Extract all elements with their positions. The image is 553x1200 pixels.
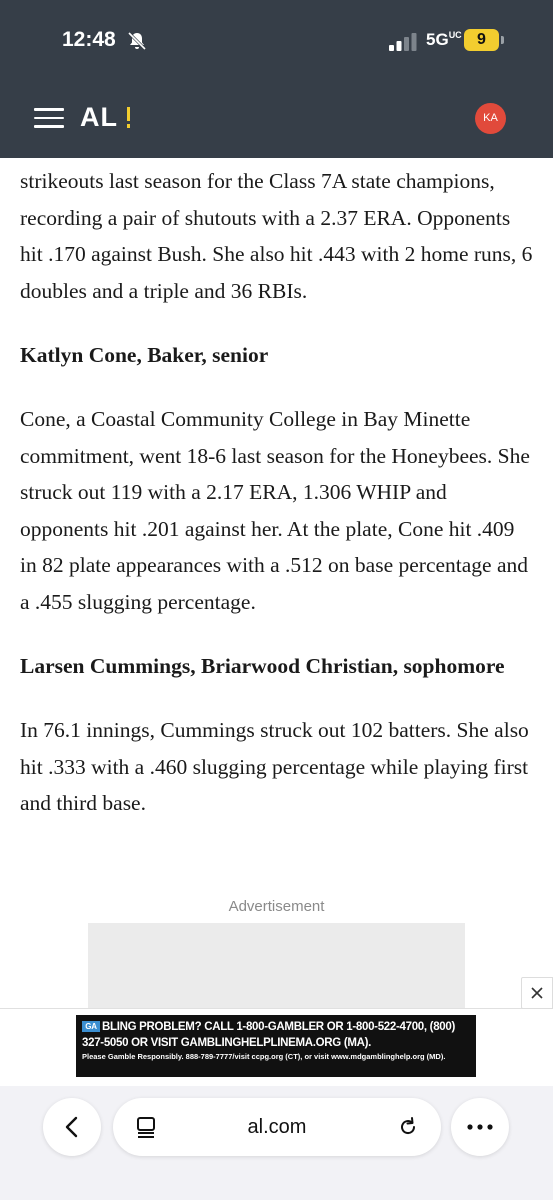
article-paragraph: In 76.1 innings, Cummings struck out 102 batters. She also hit .333 with a .460 slugging percentage while playing first and third base. [20, 718, 529, 815]
battery-icon [464, 29, 504, 51]
user-avatar[interactable]: KA [475, 103, 506, 134]
network-indicator: $5G^{UC}$ [426, 30, 462, 49]
url-text[interactable]: al.com [247, 1116, 307, 1138]
top-bar [0, 0, 553, 158]
advertisement-label: Advertisement [228, 898, 325, 915]
close-icon [530, 986, 544, 1000]
battery-level: 9 [477, 31, 486, 48]
back-button[interactable] [43, 1098, 101, 1156]
signal-icon [389, 33, 419, 51]
more-icon [467, 1124, 493, 1130]
advertisement-slot[interactable] [88, 923, 465, 1008]
menu-icon[interactable] [34, 108, 64, 130]
gambling-ad-headline: GA BLING PROBLEM? CALL 1-800-GAMBLER OR 1-800-522-4700, (800) 327-5050 OR VISIT GAMBLINGHELPLINEMA.ORG (MA). [82, 1021, 456, 1049]
reload-icon[interactable] [397, 1116, 419, 1138]
player-heading: Larsen Cummings, Briarwood Christian, sophomore [20, 654, 505, 678]
article-paragraph: Cone, a Coastal Community College in Bay Minette commitment, went 18-6 last season for the Honeybees. She struck out 119 with a 2.17 ERA, 1.306 WHIP and opponents hit .201 against her. At the plate, Cone hit .409 in 82 plate appearances with a .512 on base percentage and a .455 slugging percentage. [20, 407, 530, 614]
back-icon [63, 1115, 81, 1139]
gambling-help-ad[interactable] [76, 1015, 476, 1077]
sticky-ad-divider [0, 1008, 553, 1009]
bell-slash-icon [126, 30, 148, 52]
site-logo[interactable]: AL [80, 102, 118, 132]
address-bar[interactable] [113, 1098, 441, 1156]
logo-dot-icon [126, 107, 132, 129]
close-ad-button[interactable] [521, 977, 553, 1009]
gambling-ad-disclaimer: Please Gamble Responsibly. 888-789-7777/visit ccpg.org (CT), or visit www.mdgamblinghelp.org (MD). [82, 1052, 446, 1061]
status-time: 12:48 [62, 28, 116, 51]
article-paragraph: strikeouts last season for the Class 7A state champions, recording a pair of shutouts with a 2.37 ERA. Opponents hit .170 against Bush. She also hit .443 with 2 home runs, 6 doubles and a triple and 36 RBIs. [20, 169, 533, 303]
more-button[interactable] [451, 1098, 509, 1156]
player-heading: Katlyn Cone, Baker, senior [20, 343, 269, 367]
ga-logo: GA [82, 1021, 100, 1032]
article-body [20, 160, 535, 850]
